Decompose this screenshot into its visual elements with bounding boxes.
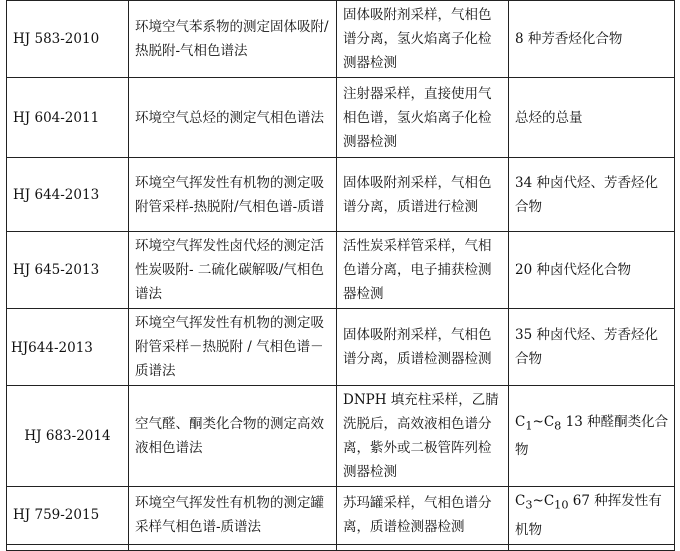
technique: 注射器采样，直接使用气相色谱，氢火焰离子化检测器检测 [337,78,509,158]
method-name: 空气醛、酮类化合物的测定高效液相色谱法 [129,386,337,487]
technique: 固体吸附剂采样，气相色谱分离，质谱检测器检测 [337,309,509,386]
scope-prefix: C [515,413,526,430]
method-name: 环境空气挥发性卤代烃的测定活性炭吸附- 二硫化碳解吸/气相色谱法 [129,232,337,309]
table-row [7,1,675,78]
scope: 35 种卤代烃、芳香烃化合物 [509,309,675,386]
scope [509,487,675,545]
standard-code: HJ 645-2013 [7,232,129,309]
standards-table [6,0,675,551]
scope: 20 种卤代烃化合物 [509,232,675,309]
scope-sub1: 3 [525,498,533,512]
scope [509,386,675,487]
scope: 总烃的总量 [509,78,675,158]
scope-prefix: C [515,493,526,509]
technique: 苏玛罐采样，气相色谱分离，质谱检测器检测 [337,487,509,545]
standard-code: HJ 583-2010 [7,1,129,78]
method-name: 环境空气苯系物的测定固体吸附/热脱附-气相色谱法 [129,1,337,78]
table-row-cut [7,544,675,550]
method-name: 环境空气挥发性有机物的测定吸附管采样-热脱附/气相色谱-质谱 [129,158,337,232]
scope-rest: 67 种挥发性有机物 [515,493,662,538]
table-row [7,386,675,487]
standard-code: HJ644-2013 [7,309,129,386]
scope-sub2: 8 [554,419,562,433]
scope: 34 种卤代烃、芳香烃化合物 [509,158,675,232]
table-row [7,232,675,309]
table-row [7,487,675,545]
technique: 固体吸附剂采样，气相色谱分离，质谱进行检测 [337,158,509,232]
scope-mid: ~C [532,493,555,509]
technique: DNPH 填充柱采样，乙腈洗脱后，高效液相色谱分离，紫外或二极管阵列检测器检测 [337,386,509,487]
standard-code: HJ 604-2011 [7,78,129,158]
table-row [7,309,675,386]
standard-code: HJ 683-2014 [7,386,129,487]
technique: 固体吸附剂采样，气相色谱分离，氢火焰离子化检测器检测 [337,1,509,78]
table-row [7,78,675,158]
standard-code: HJ 644-2013 [7,158,129,232]
table-row [7,158,675,232]
technique: 活性炭采样管采样，气相色谱分离，电子捕获检测器检测 [337,232,509,309]
scope-rest: 13 种醛酮类化合物 [515,413,669,459]
method-name: 环境空气挥发性有机物的测定罐采样气相色谱-质谱法 [129,487,337,545]
standard-code: HJ 759-2015 [7,487,129,545]
scope-mid: ~C [532,413,555,430]
method-name: 环境空气挥发性有机物的测定吸附管采样－热脱附 / 气相色谱－质谱法 [129,309,337,386]
method-name: 环境空气总烃的测定气相色谱法 [129,78,337,158]
scope-sub1: 1 [525,419,533,433]
scope-sub2: 10 [554,498,569,512]
scope: 8 种芳香烃化合物 [509,1,675,78]
